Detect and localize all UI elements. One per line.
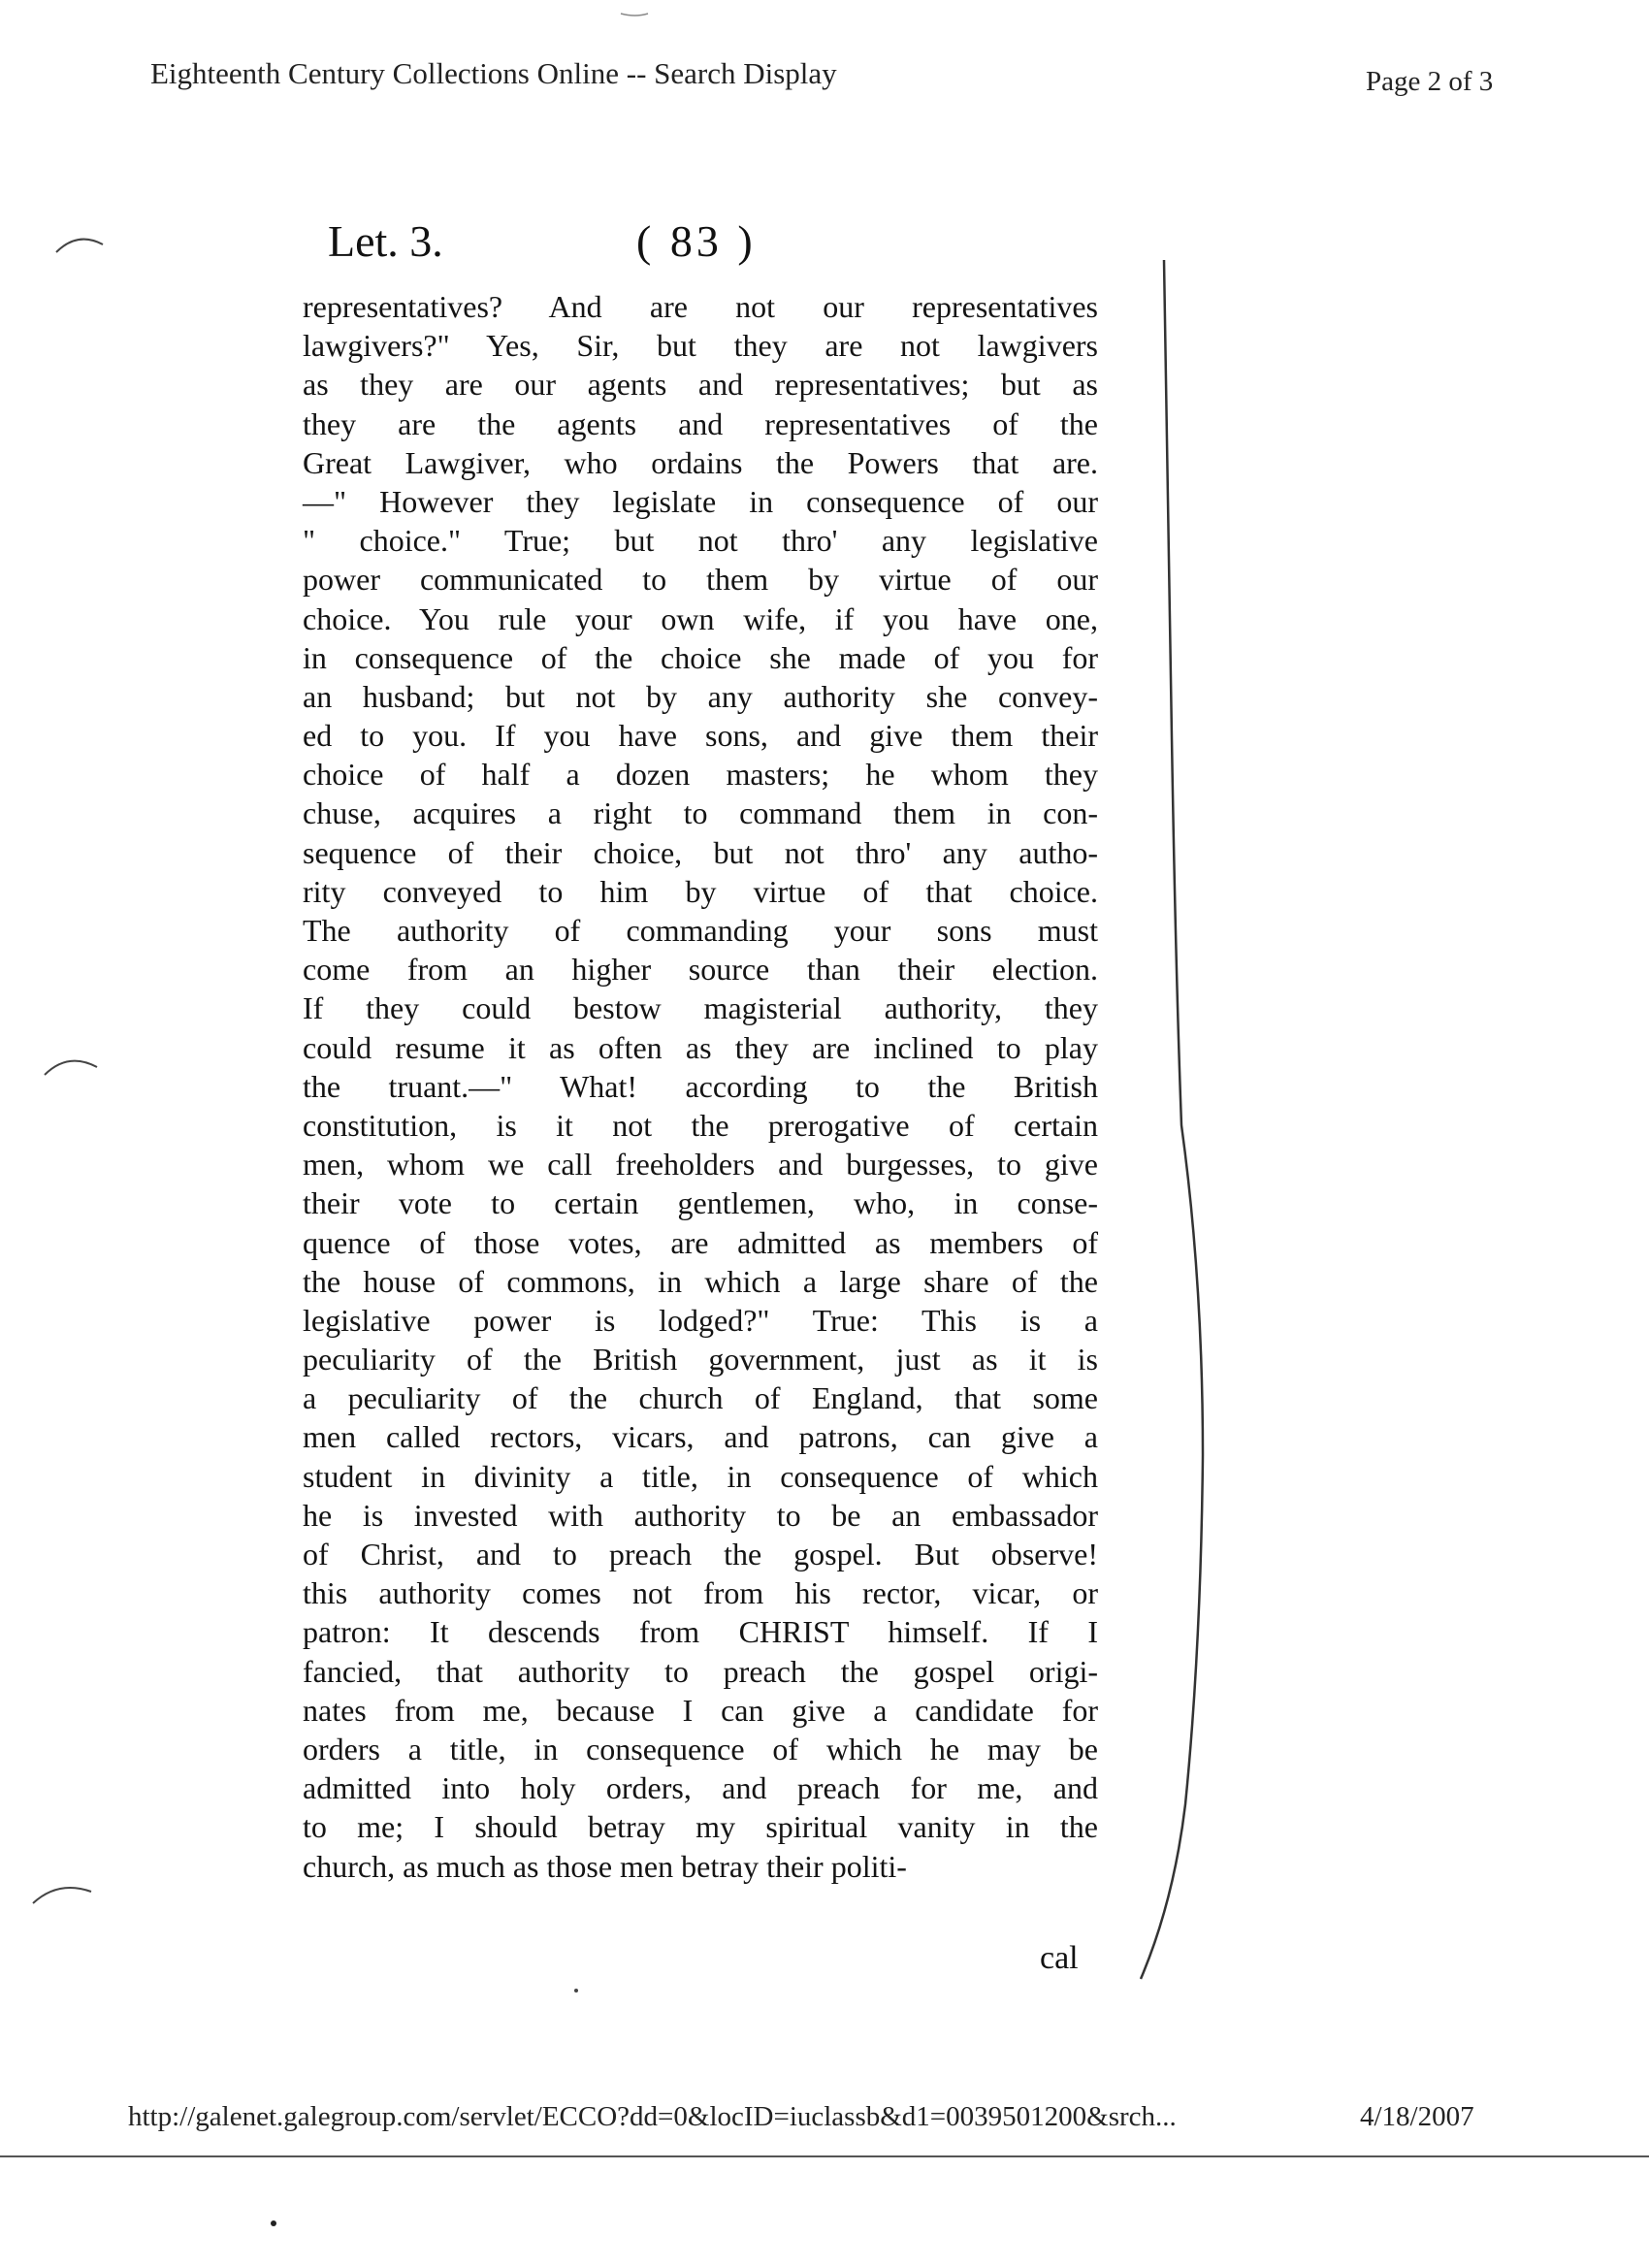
text-line: Great Lawgiver, who ordains the Powers that are. (303, 444, 1098, 480)
text-line: the house of commons, in which a large share of the (303, 1263, 1098, 1299)
bottom-speck (271, 2220, 276, 2226)
binding-mark-top (56, 240, 103, 252)
binding-mark-middle (45, 1061, 97, 1075)
top-smudge (621, 14, 648, 16)
text-line: come from an higher source than their election. (303, 952, 1098, 988)
text-line: quence of those votes, are admitted as members of (303, 1224, 1098, 1260)
print-header-title: Eighteenth Century Collections Online -- Search Display (150, 56, 837, 90)
text-line: legislative power is lodged?" True: This is a (303, 1302, 1098, 1338)
text-line: peculiarity of the British government, just as it is (303, 1342, 1098, 1377)
text-line: orders a title, in consequence of which he may be (303, 1731, 1098, 1766)
mid-speck (574, 1989, 578, 1993)
print-footer-date: 4/18/2007 (1360, 2101, 1474, 2132)
text-line: as they are our agents and representatives; but as (303, 367, 1098, 403)
text-line: rity conveyed to him by virtue of that choice. (303, 873, 1098, 909)
catchword: cal (1040, 1940, 1079, 1976)
text-line: the truant.—" What! according to the British (303, 1068, 1098, 1104)
footer-divider (0, 2155, 1649, 2157)
text-line: If they could bestow magisterial authority, they (303, 990, 1098, 1026)
text-line: constitution, is it not the prerogative of certain (303, 1107, 1098, 1143)
text-line: of Christ, and to preach the gospel. But observe! (303, 1537, 1098, 1571)
text-line: fancied, that authority to preach the gospel origi- (303, 1653, 1098, 1689)
text-line: —" However they legislate in consequence of our (303, 483, 1098, 519)
text-line: church, as much as those men betray their politi- (303, 1848, 907, 1884)
text-line: choice of half a dozen masters; he whom they (303, 757, 1098, 793)
page-heading (328, 215, 1084, 274)
text-line: patron: It descends from CHRIST himself. If I (303, 1614, 1098, 1650)
text-line: ed to you. If you have sons, and give them their (303, 718, 1098, 754)
text-line: " choice." True; but not thro' any legislative (303, 523, 1098, 559)
text-line: he is invested with authority to be an embassador (303, 1497, 1098, 1533)
text-line: could resume it as often as they are inclined to play (303, 1029, 1098, 1065)
text-line: men called rectors, vicars, and patrons, can give a (303, 1419, 1098, 1455)
text-line: power communicated to them by virtue of our (303, 562, 1098, 598)
text-line: men, whom we call freeholders and burgesses, to give (303, 1147, 1098, 1183)
text-line: an husband; but not by any authority she convey- (303, 678, 1098, 714)
text-line: representatives? And are not our representatives (303, 289, 1098, 324)
text-line: they are the agents and representatives of the (303, 405, 1098, 441)
print-footer-url: http://galenet.galegroup.com/servlet/ECCO?dd=0&locID=iuclassb&d1=0039501200&srch... (128, 2101, 1177, 2132)
text-line: in consequence of the choice she made of you for (303, 639, 1098, 675)
letter-signature: Let. 3. (328, 216, 443, 266)
page-number: ( 83 ) (636, 216, 757, 266)
body-text (303, 287, 1098, 1886)
text-line: chuse, acquires a right to command them in con- (303, 795, 1098, 831)
text-line: choice. You rule your own wife, if you have one, (303, 600, 1098, 636)
text-line: sequence of their choice, but not thro' any autho- (303, 834, 1098, 870)
print-header-page-indicator: Page 2 of 3 (1366, 66, 1494, 97)
text-line: nates from me, because I can give a candidate for (303, 1692, 1098, 1728)
text-line: lawgivers?" Yes, Sir, but they are not lawgivers (303, 328, 1098, 364)
text-line: The authority of commanding your sons must (303, 913, 1098, 948)
text-line: student in divinity a title, in consequence of which (303, 1458, 1098, 1494)
text-line: admitted into holy orders, and preach for me, and (303, 1770, 1098, 1806)
text-line: their vote to certain gentlemen, who, in conse- (303, 1185, 1098, 1221)
binding-mark-bottom (33, 1888, 91, 1903)
text-line: this authority comes not from his rector, vicar, or (303, 1575, 1098, 1611)
text-line: a peculiarity of the church of England, that some (303, 1380, 1098, 1416)
text-line: to me; I should betray my spiritual vanity in the (303, 1809, 1098, 1845)
page-edge-line (1141, 260, 1203, 1979)
